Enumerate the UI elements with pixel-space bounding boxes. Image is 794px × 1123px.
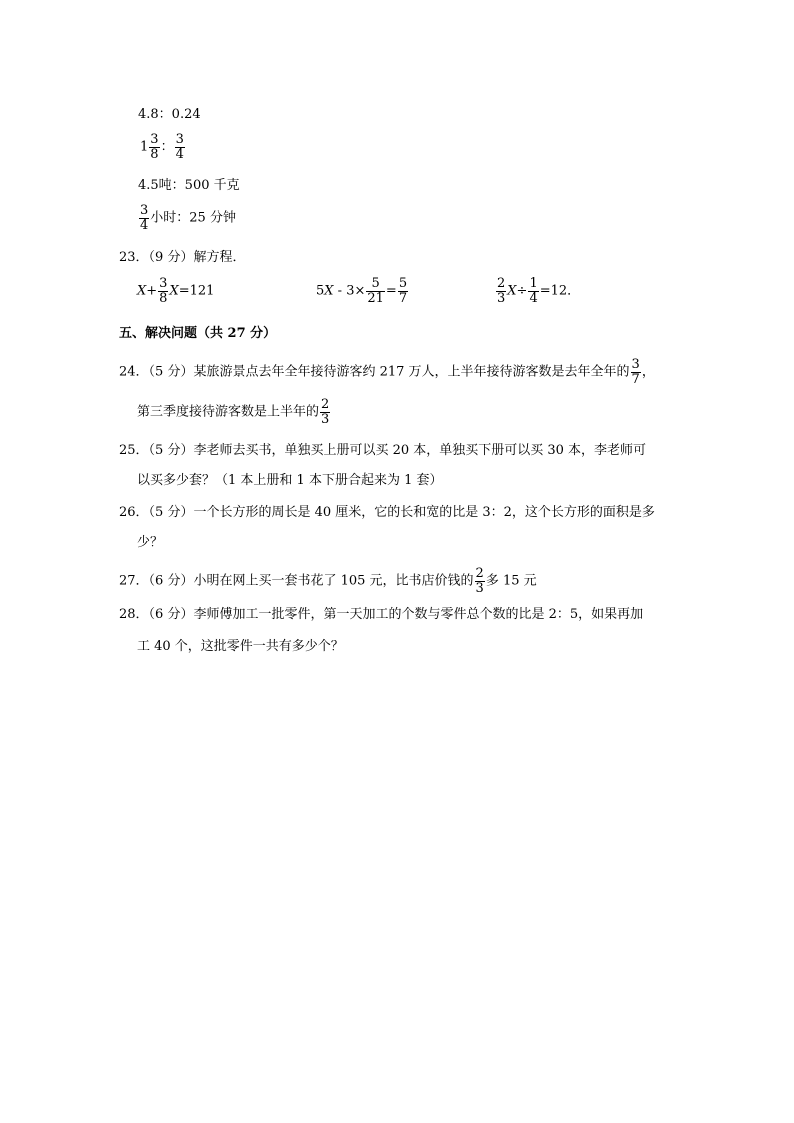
- fraction: $\frac{2}{3}$: [475, 566, 484, 596]
- question-26-line-2: 少？: [137, 535, 164, 550]
- question-28-line-2: 工 40 个，这批零件一共有多少个？: [137, 639, 344, 654]
- fraction: $\frac{2}{3}$: [497, 276, 506, 306]
- question-27: 27．（6 分）小明在网上买一套书花了 105 元，比书店价钱的 $\frac{2}{3}$ 多 15 元: [119, 566, 537, 596]
- equation-2: 5X - 3× $\frac{5}{21}$ = $\frac{5}{7}$: [316, 276, 408, 306]
- question-24-line-1: 24．（5 分）某旅游景点去年全年接待游客约 217 万人，上半年接待游客数是去年全年的 $\frac{3}{7}$ ，: [119, 357, 655, 387]
- ratio-4: $\frac{3}{4}$ 小时：25 分钟: [140, 203, 236, 233]
- fraction: $\frac{3}{8}$: [150, 132, 159, 162]
- question-24-line-2: 第三季度接待游客数是上半年的 $\frac{2}{3}$: [137, 397, 330, 427]
- fraction: $\frac{5}{7}$: [398, 276, 408, 306]
- equation-3: $\frac{2}{3}$ X÷ $\frac{1}{4}$ =12．: [497, 276, 581, 306]
- fraction: $\frac{3}{7}$: [631, 357, 640, 387]
- ratio-2: 1 $\frac{3}{8}$ ： $\frac{3}{4}$: [140, 132, 184, 162]
- equation-1: X+ $\frac{3}{8}$ X=121: [137, 276, 215, 306]
- question-26-line-1: 26．（5 分）一个长方形的周长是 40 厘米，它的长和宽的比是 3：2，这个长方形的面积是多: [119, 505, 655, 520]
- question-25-line-1: 25．（5 分）李老师去买书，单独买上册可以买 20 本，单独买下册可以买 30 本，李老师可: [119, 443, 647, 458]
- ratio-1: 4.8：0.24: [138, 107, 201, 122]
- fraction: $\frac{3}{4}$: [140, 203, 149, 233]
- ratio-3: 4.5吨：500 千克: [138, 178, 240, 193]
- fraction: $\frac{2}{3}$: [321, 397, 330, 427]
- section-heading: 五、解决问题（共 27 分）: [119, 326, 277, 341]
- fraction: $\frac{5}{21}$: [367, 276, 384, 306]
- fraction: $\frac{3}{8}$: [159, 276, 168, 306]
- question-25-line-2: 以买多少套？（1 本上册和 1 本下册合起来为 1 套）: [137, 473, 443, 488]
- question-23-label: 23．（9 分）解方程．: [119, 250, 246, 265]
- fraction: $\frac{3}{4}$: [175, 132, 184, 162]
- fraction: $\frac{1}{4}$: [529, 276, 538, 306]
- question-28-line-1: 28．（6 分）李师傅加工一批零件，第一天加工的个数与零件总个数的比是 2：5，如果再加: [119, 607, 644, 622]
